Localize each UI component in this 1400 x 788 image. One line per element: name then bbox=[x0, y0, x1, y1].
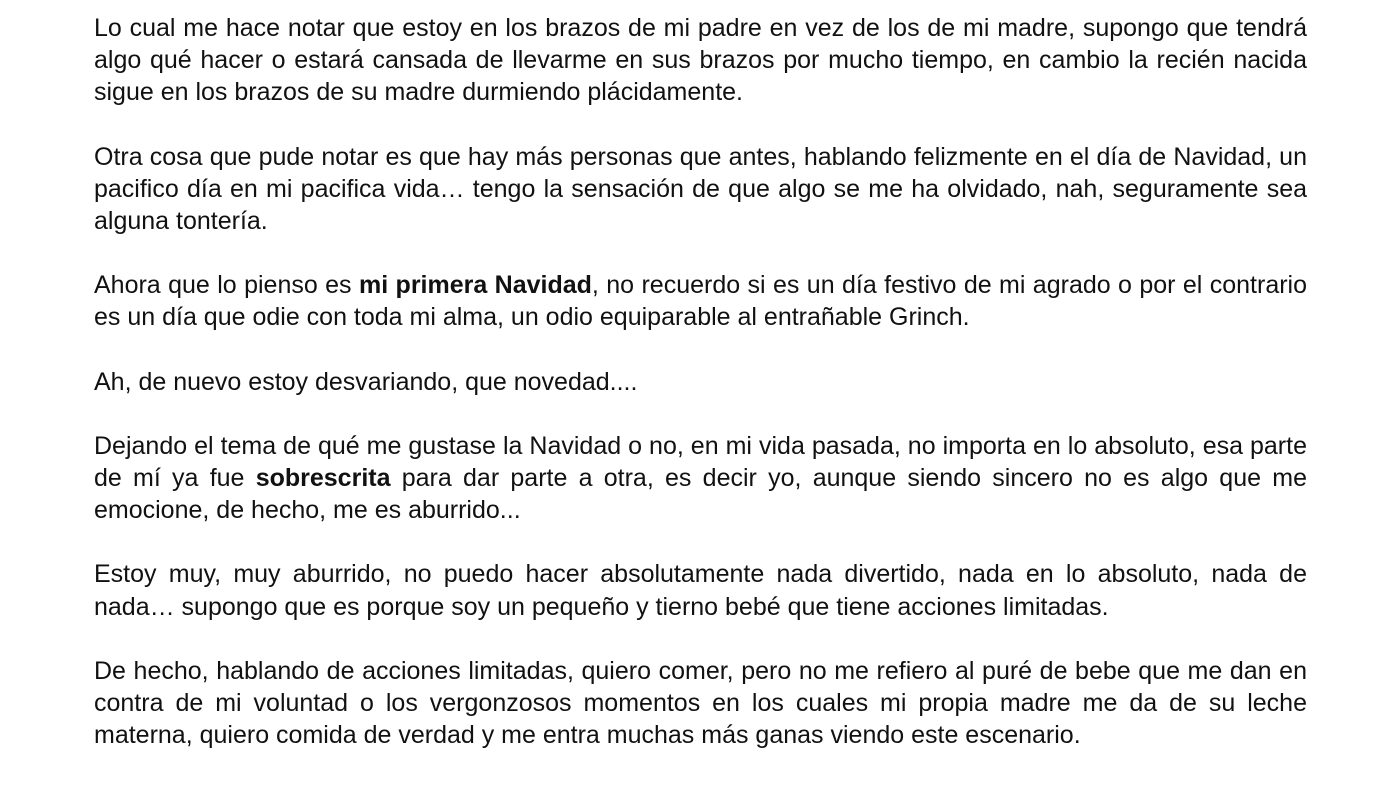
paragraph-6-text: Estoy muy, muy aburrido, no puedo hacer absolutamente nada divertido, nada en lo absoluto, nada de nada… supongo que es porque soy un pequeño y tierno bebé que tiene acciones limitadas. bbox=[94, 560, 1307, 621]
bold-phrase-mi-primera-navidad: mi primera Navidad bbox=[358, 271, 592, 300]
paragraph-1-text: Lo cual me hace notar que estoy en los brazos de mi padre en vez de los de mi madre, supongo que tendrá algo qué hacer o estará cansada de llevarme en sus brazos por mucho tiempo, en cambio la recién nacida sigue en los brazos de su madre durmiendo plácidamente. bbox=[94, 14, 1307, 107]
bold-word-sobrescrita: sobrescrita bbox=[255, 464, 391, 493]
paragraph-3 bbox=[94, 269, 1307, 333]
paragraph-6 bbox=[94, 558, 1307, 622]
paragraph-3-text-end: , no recuerdo si es un día festivo de mi agrado o por el contrario es un día que odie con toda mi alma, un odio equiparable al entrañable Grinch. bbox=[94, 271, 1308, 332]
document-body bbox=[94, 12, 1307, 783]
paragraph-4 bbox=[94, 366, 1307, 398]
paragraph-5-text-end: para dar parte a otra, es decir yo, aunque siendo sincero no es algo que me emocione, de hecho, me es aburrido... bbox=[94, 464, 1307, 525]
paragraph-3-text-start: Ahora que lo pienso es bbox=[94, 271, 359, 300]
paragraph-7 bbox=[94, 655, 1307, 752]
paragraph-2-text: Otra cosa que pude notar es que hay más personas que antes, hablando felizmente en el día de Navidad, un pacifico día en mi pacifica vida… tengo la sensación de que algo se me ha olvidado, nah, seguramente sea alguna tontería. bbox=[94, 142, 1307, 236]
paragraph-7-text: De hecho, hablando de acciones limitadas, quiero comer, pero no me refiero al puré de bebe que me dan en contra de mi voluntad o los vergonzosos momentos en los cuales mi propia madre me da de su leche materna, quiero comida de verdad y me entra muchas más ganas viendo este escenario. bbox=[94, 656, 1307, 750]
paragraph-4-text: Ah, de nuevo estoy desvariando, que novedad.... bbox=[94, 367, 638, 396]
paragraph-1 bbox=[94, 12, 1307, 109]
paragraph-5 bbox=[94, 430, 1307, 527]
paragraph-5-text-start: Dejando el tema de qué me gustase la Navidad o no, en mi vida pasada, no importa en lo absoluto, esa parte de mí ya fue bbox=[94, 431, 1307, 493]
paragraph-2 bbox=[94, 141, 1307, 238]
